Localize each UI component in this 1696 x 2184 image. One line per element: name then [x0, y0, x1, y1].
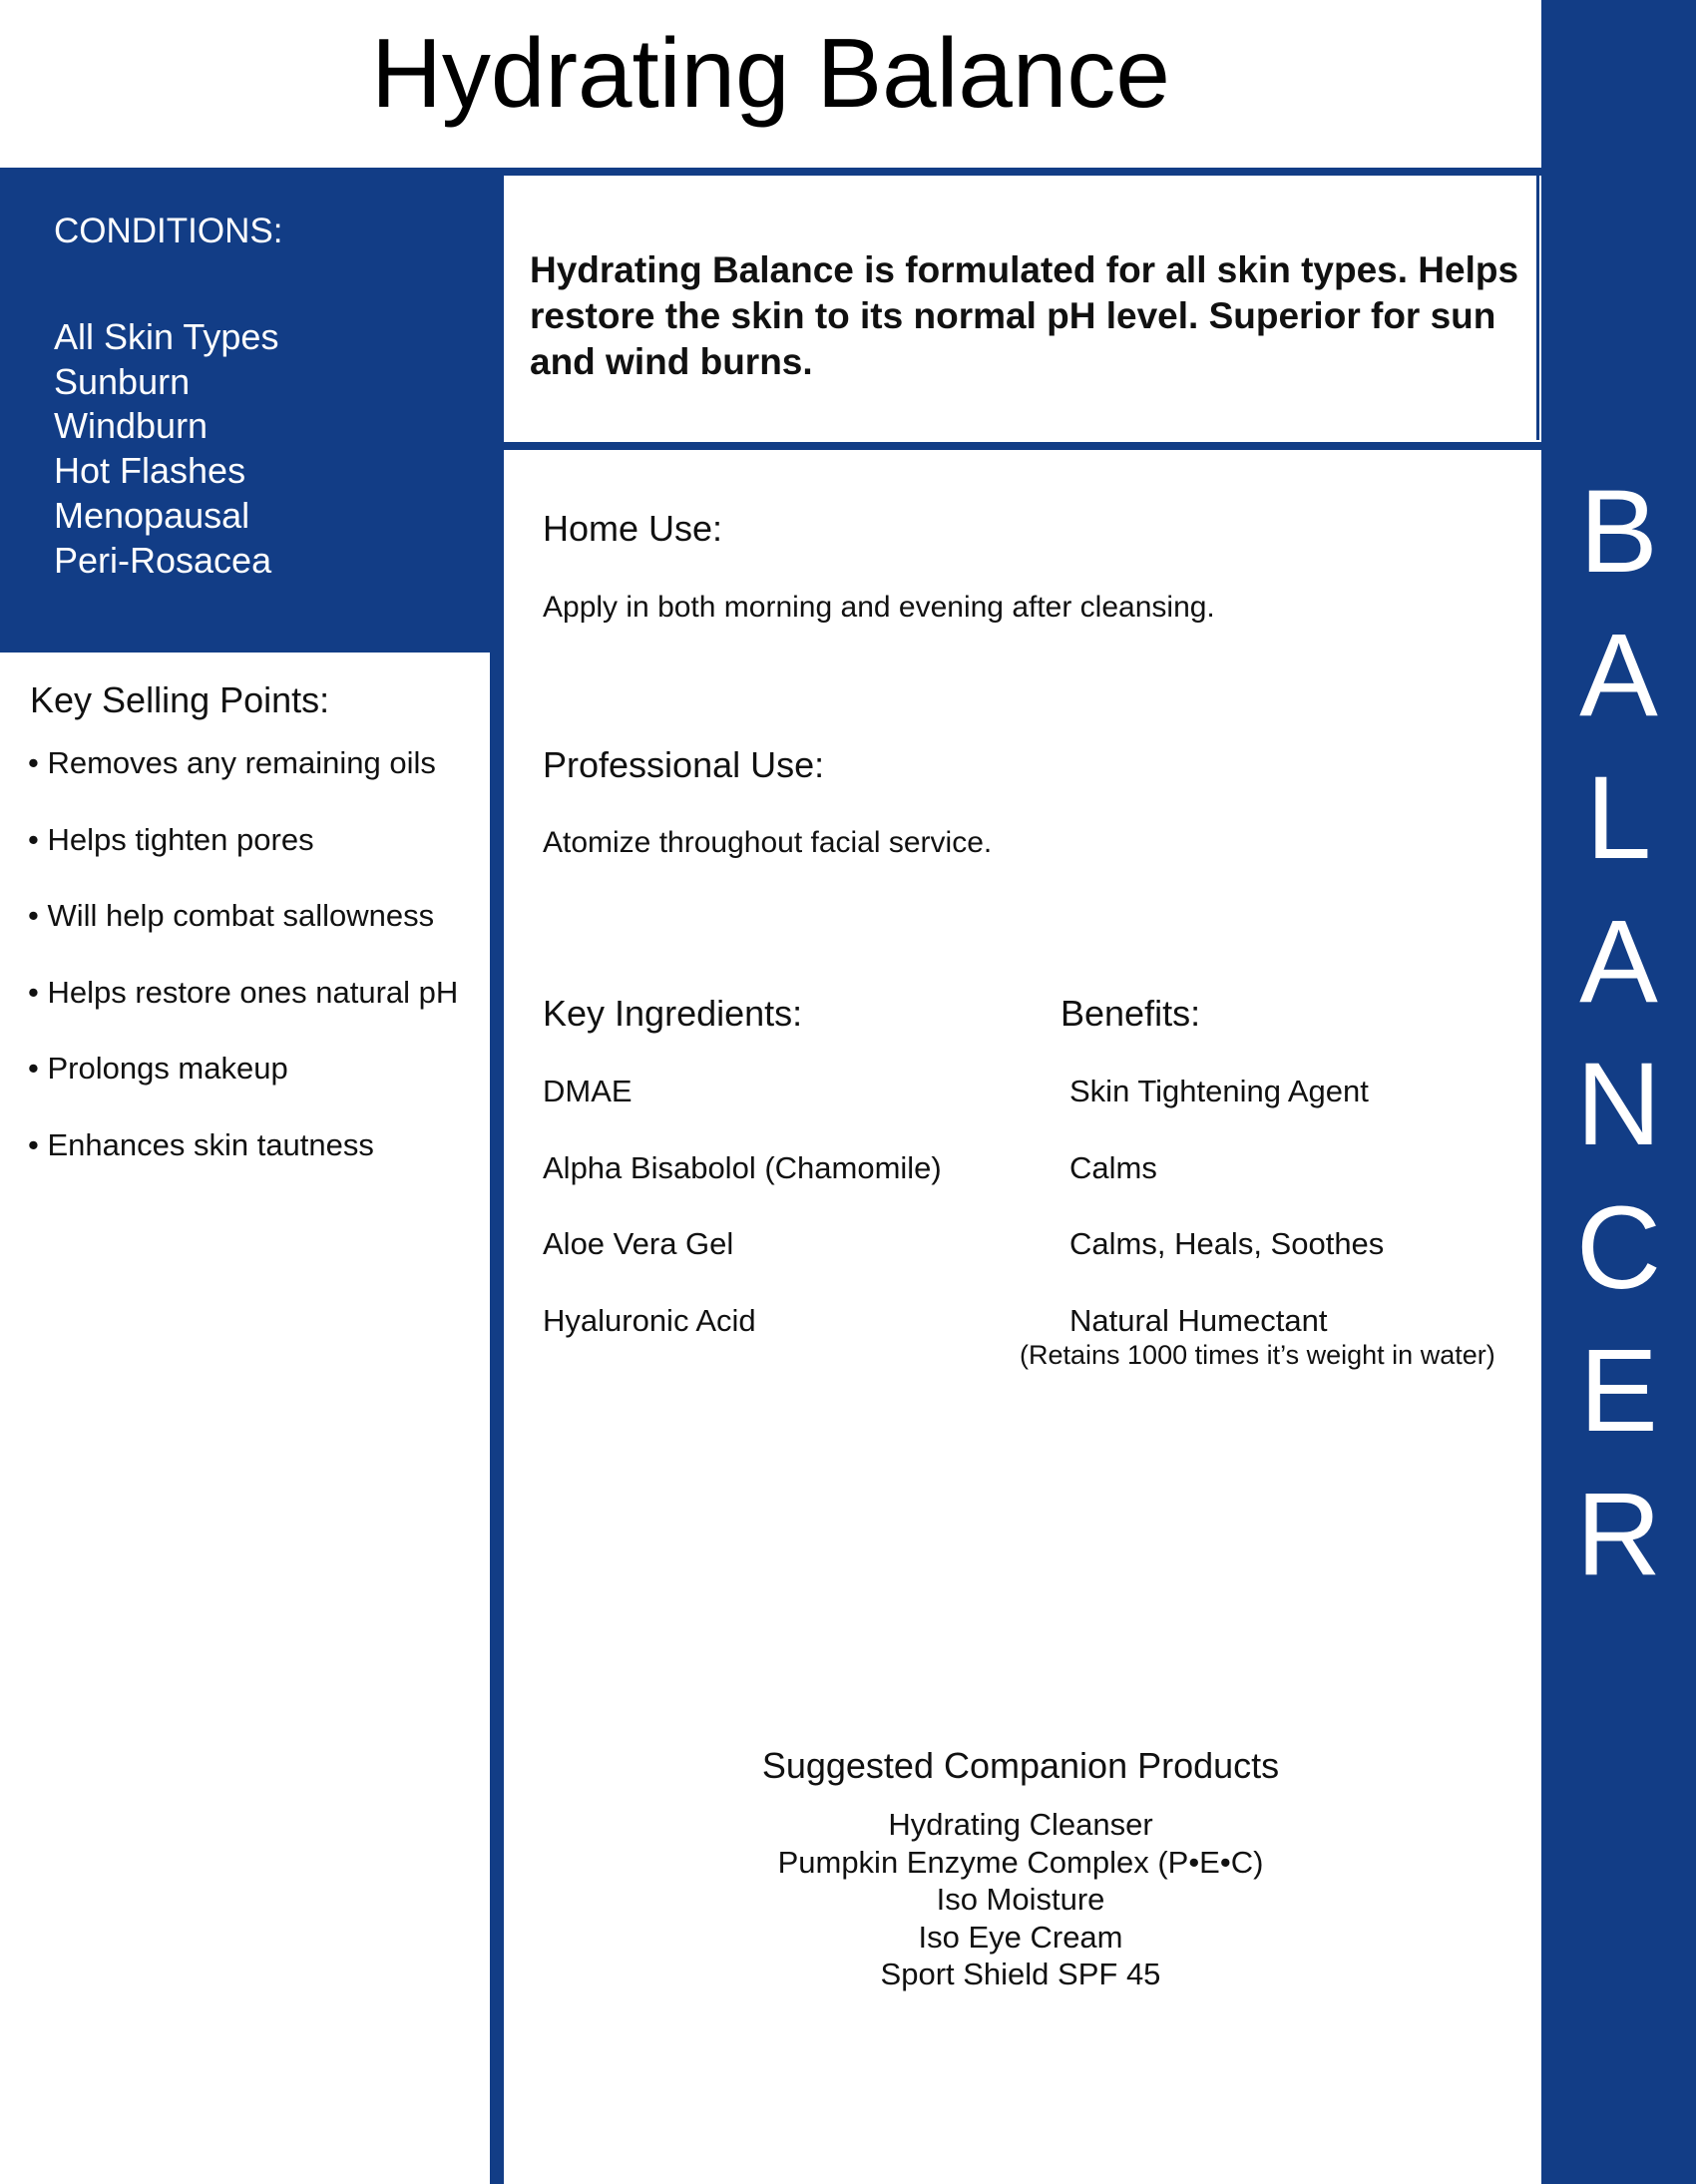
- ingredient-item: Aloe Vera Gel: [543, 1226, 734, 1262]
- benefits-heading: Benefits:: [1060, 993, 1201, 1034]
- ingredient-item: DMAE: [543, 1074, 633, 1108]
- selling-point: • Removes any remaining oils: [28, 745, 436, 780]
- benefit-item: Skin Tightening Agent: [1069, 1074, 1369, 1108]
- selling-point: • Enhances skin tautness: [28, 1126, 374, 1162]
- ingredient-item: Alpha Bisabolol (Chamomile): [543, 1149, 942, 1185]
- benefit-item: Natural Humectant: [1069, 1302, 1328, 1338]
- companion-item: Pumpkin Enzyme Complex (P•E•C): [777, 1844, 1264, 1880]
- condition-item: Hot Flashes: [54, 450, 246, 492]
- selling-point: • Helps tighten pores: [28, 821, 314, 857]
- left-column-divider: [490, 653, 497, 2184]
- condition-item: Windburn: [54, 405, 209, 447]
- selling-point: • Prolongs makeup: [28, 1051, 288, 1087]
- conditions-panel: [0, 170, 497, 653]
- benefit-item: Calms, Heals, Soothes: [1069, 1226, 1385, 1262]
- key-selling-points-heading: Key Selling Points:: [30, 679, 330, 720]
- benefit-note: (Retains 1000 times it’s weight in water): [1020, 1340, 1495, 1370]
- side-letter: N: [1575, 1039, 1662, 1170]
- condition-item: Menopausal: [54, 494, 250, 536]
- ingredients-list: [543, 1072, 942, 1377]
- companion-item: Iso Moisture: [936, 1882, 1105, 1917]
- condition-item: All Skin Types: [54, 316, 279, 357]
- home-use-heading: Home Use:: [543, 508, 723, 549]
- benefit-item: Calms: [1069, 1149, 1157, 1185]
- side-letter: A: [1579, 609, 1658, 741]
- side-letter: C: [1575, 1181, 1662, 1314]
- side-banner-word: [1541, 461, 1696, 1606]
- companion-item: Iso Eye Cream: [918, 1919, 1123, 1955]
- ingredient-item: Hyaluronic Acid: [543, 1302, 756, 1338]
- condition-item: Sunburn: [54, 360, 191, 402]
- selling-point: • Will help combat sallowness: [28, 898, 435, 934]
- companion-item: Sport Shield SPF 45: [880, 1957, 1161, 1991]
- conditions-heading: CONDITIONS:: [54, 212, 283, 250]
- product-description: Hydrating Balance is formulated for all skin types. Helps restore the skin to its normal pH level. Superior for sun and wind burns.: [530, 249, 1519, 382]
- benefits-list: [1069, 1072, 1384, 1377]
- side-letter: L: [1585, 752, 1652, 884]
- page-title: Hydrating Balance: [371, 18, 1170, 128]
- professional-use-text: Atomize throughout facial service.: [543, 826, 993, 859]
- side-letter: A: [1579, 895, 1658, 1028]
- side-letter: B: [1579, 466, 1658, 598]
- companion-products-heading: Suggested Companion Products: [761, 1745, 1280, 1786]
- professional-use-heading: Professional Use:: [543, 744, 825, 785]
- side-letter: R: [1575, 1468, 1662, 1600]
- ingredients-heading: Key Ingredients:: [543, 993, 803, 1034]
- conditions-list: [54, 315, 278, 583]
- companion-item: Hydrating Cleanser: [888, 1807, 1153, 1842]
- selling-point: • Helps restore ones natural pH: [28, 974, 459, 1010]
- description-divider: [497, 442, 1541, 450]
- side-letter: E: [1579, 1325, 1658, 1457]
- companion-products-list: [502, 1806, 1539, 1993]
- home-use-text: Apply in both morning and evening after cleansing.: [543, 591, 1215, 624]
- key-selling-points-list: [28, 743, 458, 1202]
- condition-item: Peri-Rosacea: [54, 539, 272, 581]
